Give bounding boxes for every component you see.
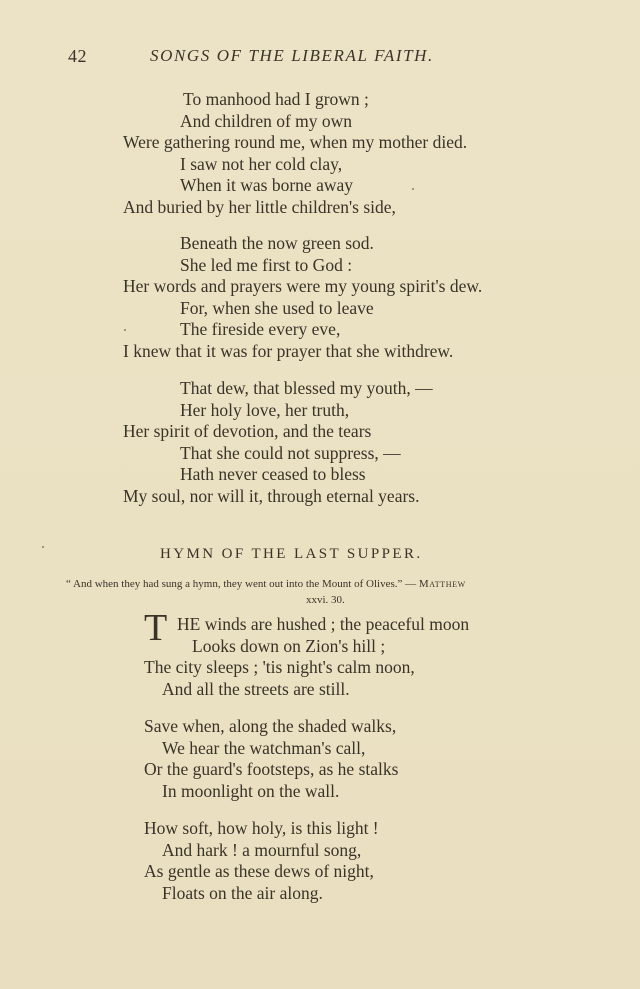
hymn-line: And hark ! a mournful song, [162,840,362,860]
poem-line: Her holy love, her truth, [180,400,350,420]
hymn-line: How soft, how holy, is this light ! [144,818,379,838]
poem-line: Were gathering round me, when my mother died. [123,132,468,152]
poem-line: My soul, nor will it, through eternal years. [123,486,420,506]
paper-speck [42,546,44,548]
poem-line: The fireside every eve, [180,319,341,339]
epigraph-source: Matthew [418,578,466,590]
poem-line: That she could not suppress, — [180,443,401,463]
hymn-line: HE winds are hushed ; the peaceful moon [177,614,470,634]
hymn-line: Or the guard's footsteps, as he stalks [144,759,399,779]
hymn-line: Looks down on Zion's hill ; [192,636,386,656]
poem-line: I saw not her cold clay, [180,154,343,174]
hymn-line: We hear the watchman's call, [162,738,366,758]
poem-line: Hath never ceased to bless [180,464,366,484]
page-number: 42 [68,46,87,66]
poem-line: She led me first to God : [180,255,353,275]
hymn-title: HYMN OF THE LAST SUPPER. [160,546,423,562]
poem-line: And buried by her little children's side, [123,197,396,217]
poem-line: For, when she used to leave [180,298,374,318]
poem-line: When it was borne away [180,175,353,195]
epigraph-reference: xxvi. 30. [306,594,345,606]
hymn-epigraph [66,578,466,590]
poem-line: That dew, that blessed my youth, — [180,378,433,398]
hymn-line: The city sleeps ; 'tis night's calm noon, [144,657,415,677]
poem-line: Beneath the now green sod. [180,233,374,253]
paper-speck [124,329,126,331]
drop-cap: T [144,607,168,649]
poem-line: And children of my own [180,111,353,131]
hymn-line: As gentle as these dews of night, [144,861,374,881]
epigraph-quote: “ And when they had sung a hymn, they went out into the Mount of Olives.” — [66,578,417,590]
poem-line: Her spirit of devotion, and the tears [123,421,372,441]
hymn-line: Save when, along the shaded walks, [144,716,397,736]
poem-line: I knew that it was for prayer that she withdrew. [123,341,454,361]
hymn-line: And all the streets are still. [162,679,350,699]
running-title: SONGS OF THE LIBERAL FAITH. [150,46,434,65]
hymn-line: In moonlight on the wall. [162,781,340,801]
poem-line: Her words and prayers were my young spirit's dew. [123,276,483,296]
paper-speck [412,188,414,190]
poem-line: To manhood had I grown ; [183,89,369,109]
hymn-line: Floats on the air along. [162,883,323,903]
